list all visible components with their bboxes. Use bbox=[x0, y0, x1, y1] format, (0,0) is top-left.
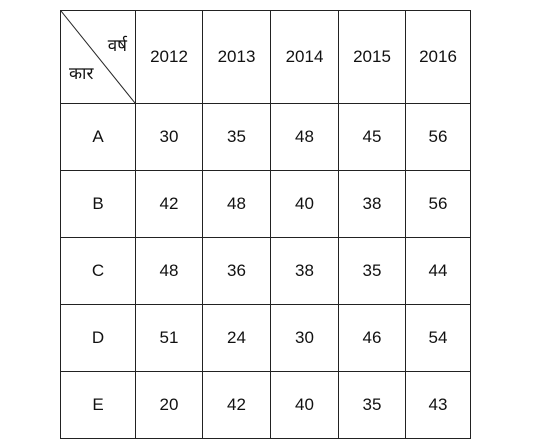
car-axis-label: कार bbox=[69, 64, 94, 84]
value-cell: 38 bbox=[271, 238, 339, 305]
value-cell: 56 bbox=[406, 171, 471, 238]
table-row bbox=[61, 372, 471, 439]
value-cell: 54 bbox=[406, 305, 471, 372]
value-cell: 42 bbox=[203, 372, 271, 439]
year-axis-label: वर्ष bbox=[107, 36, 127, 56]
value-cell: 24 bbox=[203, 305, 271, 372]
row-label-cell: C bbox=[61, 238, 136, 305]
value-cell: 56 bbox=[406, 104, 471, 171]
year-header-cell: 2013 bbox=[203, 11, 271, 104]
corner-header-cell bbox=[61, 11, 136, 104]
value-cell: 46 bbox=[339, 305, 406, 372]
value-cell: 44 bbox=[406, 238, 471, 305]
value-cell: 35 bbox=[339, 238, 406, 305]
year-header-cell: 2012 bbox=[136, 11, 203, 104]
table-row bbox=[61, 305, 471, 372]
header-row bbox=[61, 11, 471, 104]
row-label-cell: B bbox=[61, 171, 136, 238]
value-cell: 48 bbox=[136, 238, 203, 305]
value-cell: 36 bbox=[203, 238, 271, 305]
value-cell: 38 bbox=[339, 171, 406, 238]
value-cell: 30 bbox=[136, 104, 203, 171]
diagonal-divider bbox=[61, 11, 135, 103]
table-row bbox=[61, 171, 471, 238]
row-label-cell: A bbox=[61, 104, 136, 171]
value-cell: 45 bbox=[339, 104, 406, 171]
year-header-cell: 2014 bbox=[271, 11, 339, 104]
row-label-cell: D bbox=[61, 305, 136, 372]
data-table bbox=[60, 10, 471, 439]
row-label-cell: E bbox=[61, 372, 136, 439]
value-cell: 42 bbox=[136, 171, 203, 238]
year-header-cell: 2015 bbox=[339, 11, 406, 104]
value-cell: 35 bbox=[339, 372, 406, 439]
value-cell: 48 bbox=[203, 171, 271, 238]
year-header-cell: 2016 bbox=[406, 11, 471, 104]
table-row bbox=[61, 238, 471, 305]
value-cell: 51 bbox=[136, 305, 203, 372]
value-cell: 20 bbox=[136, 372, 203, 439]
value-cell: 48 bbox=[271, 104, 339, 171]
table-row bbox=[61, 104, 471, 171]
value-cell: 35 bbox=[203, 104, 271, 171]
value-cell: 40 bbox=[271, 171, 339, 238]
value-cell: 30 bbox=[271, 305, 339, 372]
value-cell: 40 bbox=[271, 372, 339, 439]
value-cell: 43 bbox=[406, 372, 471, 439]
